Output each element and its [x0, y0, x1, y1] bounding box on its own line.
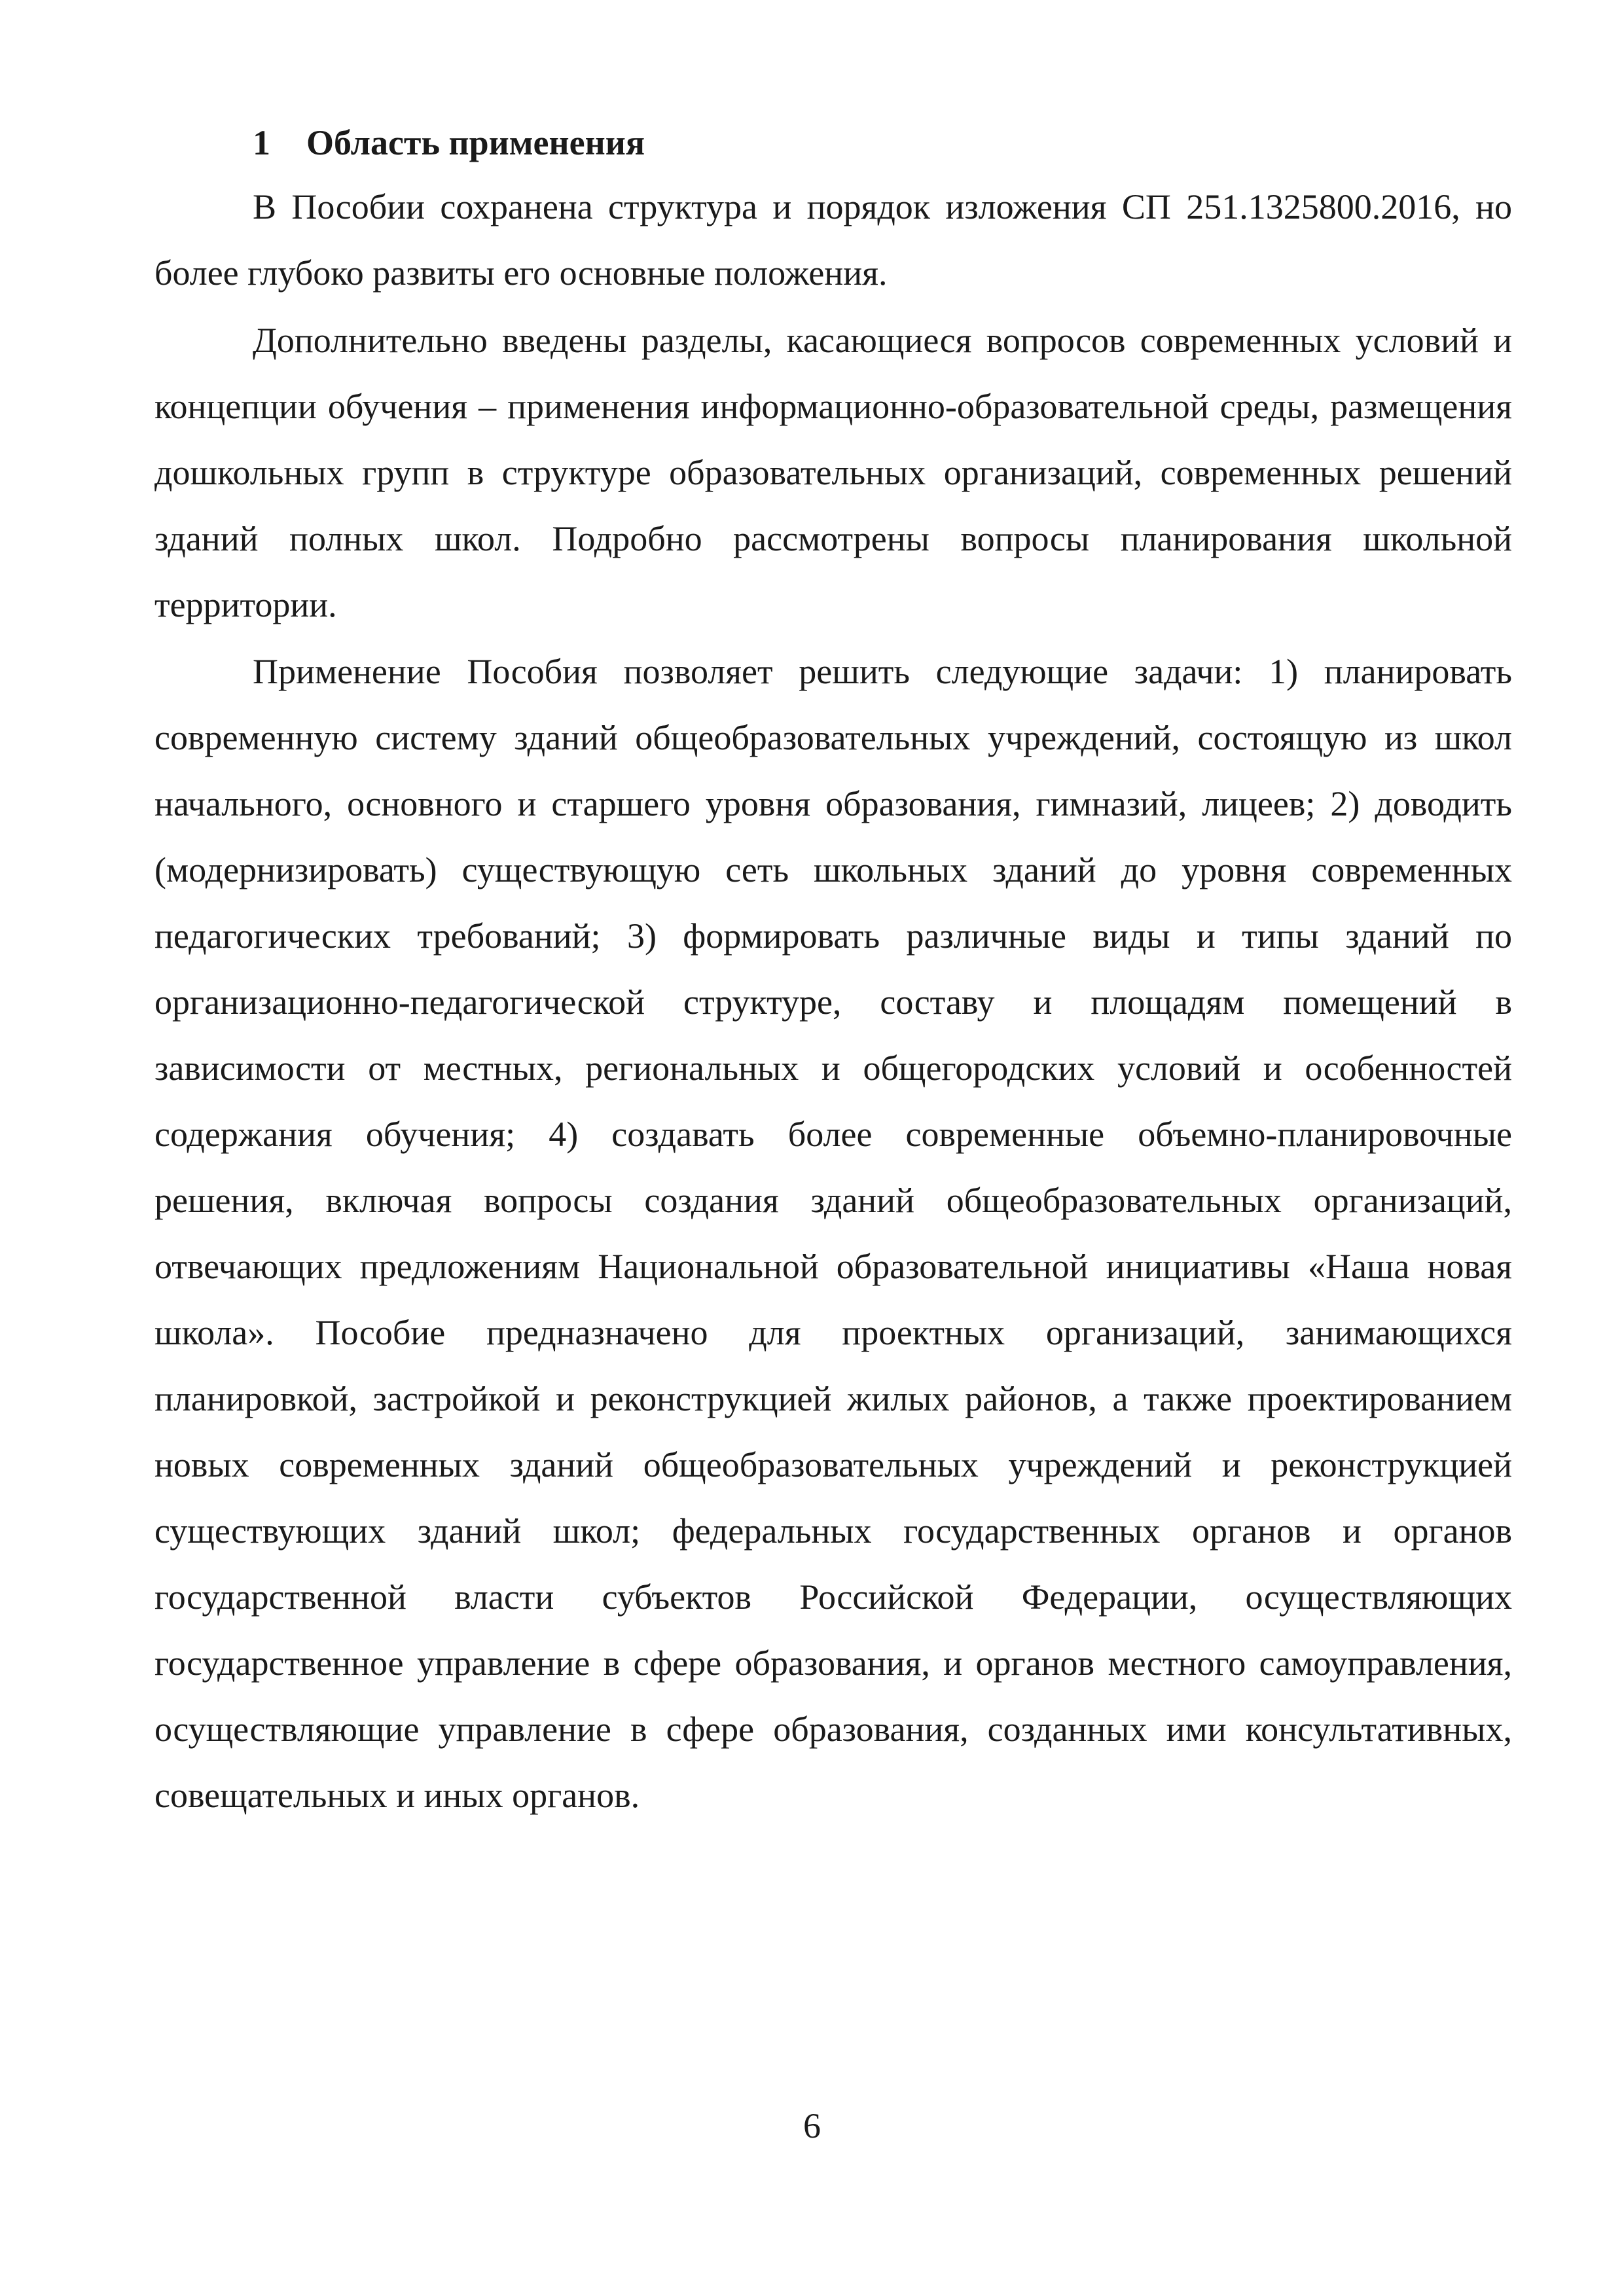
paragraph-additional-sections: Дополнительно введены разделы, касающиеся вопросов современных условий и концепции обучения – применения информационно-образовательной среды, размещения дошкольных групп в структуре образовательных организаций, современных решений зданий полных школ. Подробно рассмотрены вопросы планирования школьной территории. — [154, 321, 1512, 624]
page-number: 6 — [803, 2106, 821, 2145]
paragraph-application-tasks: Применение Пособия позволяет решить следующие задачи: 1) планировать современную систему зданий общеобразовательных учреждений, состоящую из школ начального, основного и старшего уровня образования, гимназий, лицеев; 2) доводить (модернизировать) существующую сеть школьных зданий до уровня современных педагогических требований; 3) формировать различные виды и типы зданий по организационно-педагогической структуре, составу и площадям помещений в зависимости от местных, региональных и общегородских условий и особенностей содержания обучения; 4) создавать более современные объемно-планировочные решения, включая вопросы создания зданий общеобразовательных организаций, отвечающих предложениям Национальной образовательной инициативы «Наша новая школа». Пособие предназначено для проектных организаций, занимающихся планировкой, застройкой и реконструкцией жилых районов, а также проектированием новых современных зданий общеобразовательных учреждений и реконструкцией существующих зданий школ; федеральных государственных органов и органов государственной власти субъектов Российской Федерации, осуществляющих государственное управление в сфере образования, и органов местного самоуправления, осуществляющие управление в сфере образования, созданных ими консультативных, совещательных и иных органов. — [154, 652, 1512, 1815]
section-title: Область применения — [306, 123, 645, 162]
paragraph-scope-structure: В Пособии сохранена структура и порядок изложения СП 251.1325800.2016, но более глубоко развиты его основные положения. — [154, 187, 1512, 293]
section-number: 1 — [253, 123, 270, 162]
section-heading — [154, 113, 1512, 173]
page-content — [154, 113, 1512, 1829]
